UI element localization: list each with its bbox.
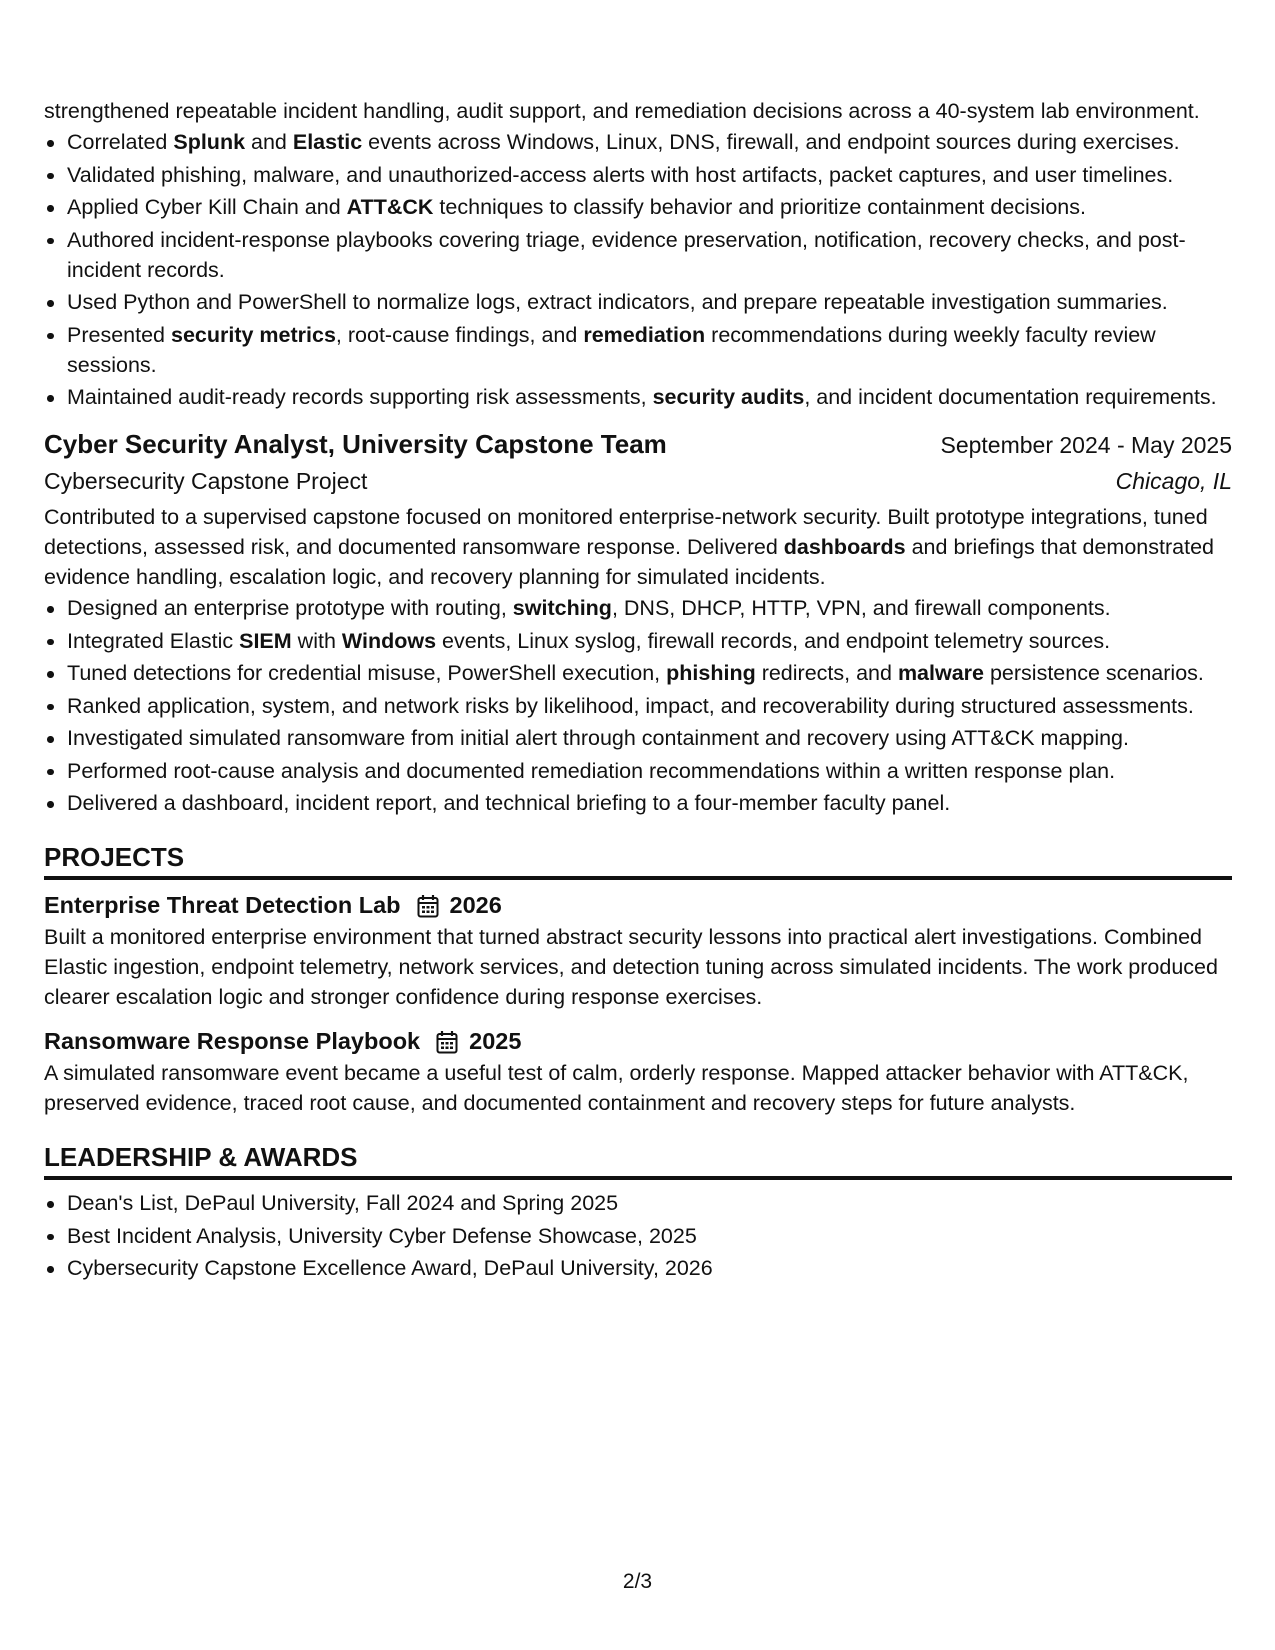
awards-heading: LEADERSHIP & AWARDS [44,1140,1232,1180]
bullet-item [67,287,1232,317]
text-run: Investigated simulated ransomware from initial alert through containment and recovery using ATT&CK mapping. [67,726,1129,750]
resume-page [44,96,1232,1286]
bullet-item [67,723,1232,753]
bold-keyword: malware [897,661,984,685]
text-run: Delivered a dashboard, incident report, and technical briefing to a four-member faculty panel. [67,791,951,815]
text-run: and briefings that demonstrated evidence handling, escalation logic, and recovery planning for simulated incidents. [44,535,1214,589]
calendar-icon [436,1029,458,1053]
bullet-item [67,320,1232,380]
job-subheader [44,464,1232,498]
award-item: Cybersecurity Capstone Excellence Award, DePaul University, 2026 [67,1253,1232,1283]
awards-list [44,1188,1232,1283]
award-item: Best Incident Analysis, University Cyber Defense Showcase, 2025 [67,1221,1232,1251]
text-run: , DNS, DHCP, HTTP, VPN, and firewall components. [611,596,1111,620]
text-run: , root-cause findings, and [335,322,584,347]
projects-list [44,888,1232,1118]
bullet-item [67,127,1232,157]
text-run: Contributed to a supervised capstone focused on monitored enterprise-network security. Built prototype integrations, tuned detections, assessed risk, and documented ransomware response. Delivered [44,505,1208,559]
job-location: Chicago, IL [1115,468,1232,494]
text-run: Tuned detections for credential misuse, PowerShell execution, [67,661,667,685]
bullet-item [67,756,1232,786]
text-run: Used Python and PowerShell to normalize logs, extract indicators, and prepare repeatable investigation summaries. [67,290,1168,314]
bullet-item [67,382,1232,412]
bold-keyword: dashboards [783,535,906,559]
bullet-item [67,593,1232,623]
job-dates: September 2024 - May 2025 [940,432,1232,458]
projects-heading: PROJECTS [44,840,1232,880]
bullet-item [67,225,1232,285]
text-run: Designed an enterprise prototype with routing, [67,596,513,620]
bullet-item [67,658,1232,688]
text-run: events across Windows, Linux, DNS, firewall, and endpoint sources during exercises. [362,130,1180,154]
project-header [44,1024,1232,1058]
bold-keyword: SIEM [239,628,292,653]
job-header [44,426,1232,463]
text-run: redirects, and [755,661,898,685]
text-run: Performed root-cause analysis and documented remediation recommendations within a written response plan. [67,758,1116,783]
text-run: Applied Cyber Kill Chain and [67,195,347,219]
bullet-item [67,192,1232,222]
project-name: Ransomware Response Playbook [44,1028,421,1054]
text-run: events, Linux syslog, firewall records, and endpoint telemetry sources. [436,628,1111,653]
text-run: and [245,130,293,154]
text-run: Correlated [67,130,174,154]
text-run: Integrated Elastic [67,628,240,653]
calendar-icon [417,893,439,917]
bold-keyword: security audits [652,385,805,409]
project-description: Built a monitored enterprise environment that turned abstract security lessons into practical alert investigations. Combined Elastic ingestion, endpoint telemetry, network services, and detection tuning across simulated incidents. The work produced clearer escalation logic and stronger confidence during response exercises. [44,925,1218,1009]
job-title: Cyber Security Analyst, University Capstone Team [44,429,667,459]
text-run: , and incident documentation requirements. [804,385,1217,409]
bullet-item [67,691,1232,721]
project-description: A simulated ransomware event became a useful test of calm, orderly response. Mapped attacker behavior with ATT&CK, preserved evidence, traced root cause, and documented containment and recovery steps for future analysts. [44,1061,1189,1115]
bold-keyword: remediation [583,322,706,347]
project-year: 2026 [449,892,502,918]
project-name: Enterprise Threat Detection Lab [44,892,401,918]
job-organization: Cybersecurity Capstone Project [44,468,368,494]
bullet-item [67,160,1232,190]
bold-keyword: Elastic [292,130,363,154]
page-number: 2/3 [622,1570,653,1593]
award-item: Dean's List, DePaul University, Fall 2024 and Spring 2025 [67,1188,1232,1218]
text-run: techniques to classify behavior and prioritize containment decisions. [433,195,1086,219]
text-run: Maintained audit-ready records supporting risk assessments, [67,385,653,409]
text-run: Authored incident-response playbooks covering triage, evidence preservation, notification, recovery checks, and post-incident records. [67,227,1186,282]
bold-keyword: ATT&CK [346,195,434,219]
intro-bullet-list [44,127,1232,412]
project-year: 2025 [469,1028,522,1054]
text-run: Ranked application, system, and network risks by likelihood, impact, and recoverability during structured assessments. [67,693,1194,718]
bold-keyword: phishing [666,661,756,685]
text-run: recommendations during weekly faculty review sessions. [67,322,1156,377]
text-run: with [291,628,342,653]
bold-keyword: Windows [341,628,437,653]
bold-keyword: Splunk [173,130,246,154]
text-run: Presented [67,322,171,347]
intro-paragraph: strengthened repeatable incident handling, audit support, and remediation decisions across a 40-system lab environment. [44,99,1200,123]
text-run: persistence scenarios. [984,661,1204,685]
bold-keyword: switching [512,596,612,620]
project-header [44,888,1232,922]
bold-keyword: security metrics [170,322,336,347]
bullet-item [67,626,1232,656]
text-run: Validated phishing, malware, and unauthorized-access alerts with host artifacts, packet captures, and user timelines. [67,162,1174,187]
bullet-item [67,788,1232,818]
job-summary [44,502,1232,592]
job-bullet-list [44,593,1232,818]
